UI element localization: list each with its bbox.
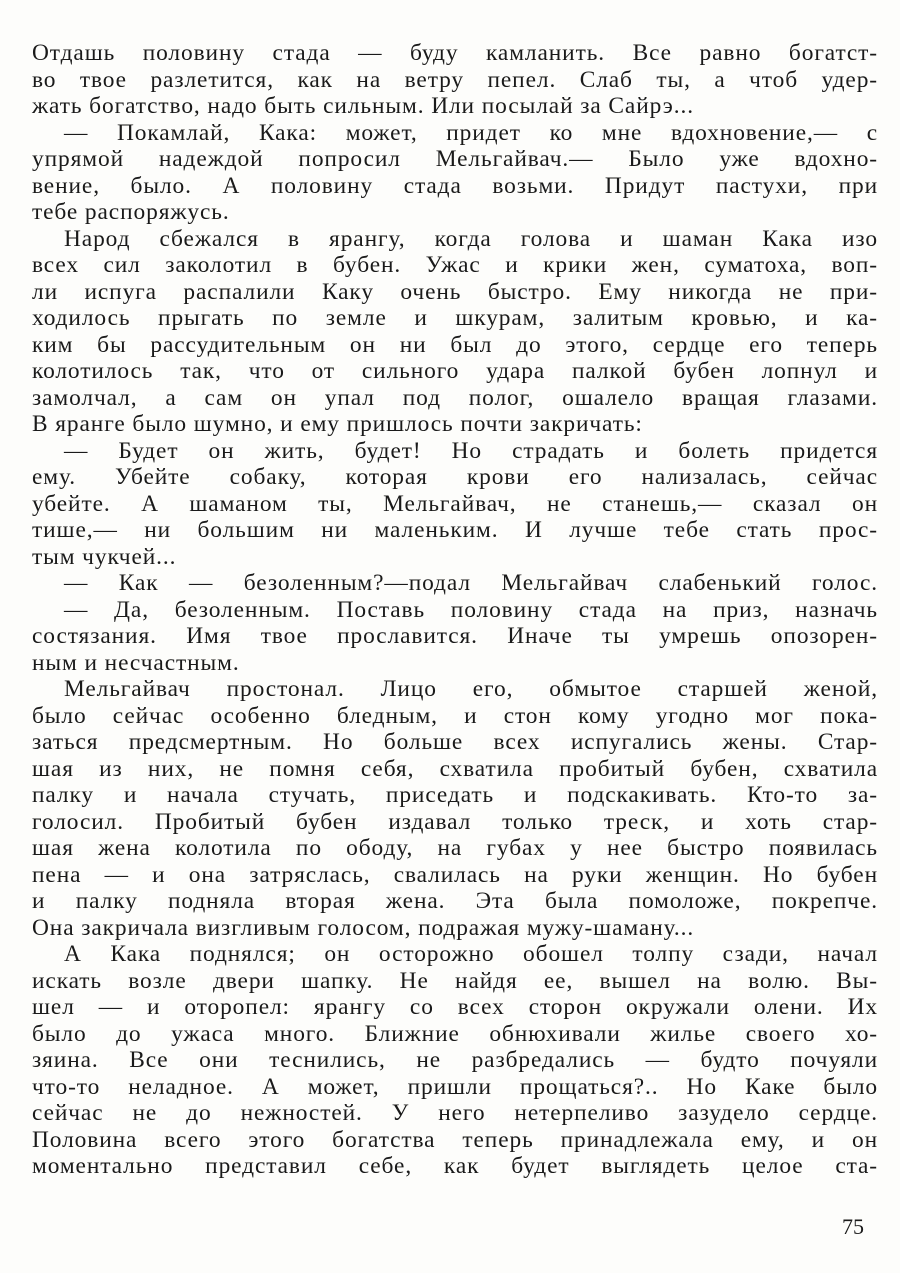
text-line: всех сил заколотил в бубен. Ужас и крики жен, суматоха, воп- [32,252,878,278]
text-line: тебе распоряжусь. [32,199,230,225]
text-line: шел — и оторопел: ярангу со всех сторон окружали олени. Их [32,994,878,1020]
text-line: А Кака поднялся; он осторожно обошел толпу сзади, начал [64,941,878,967]
text-line: В яранге было шумно, и ему пришлось почти закричать: [32,411,643,437]
text-line: было сейчас особенно бледным, и стон кому угодно мог пока- [32,702,878,729]
text-line: Она закричала визгливым голосом, подражая мужу-шаману... [32,914,695,941]
text-line: жать богатство, надо быть сильным. Или посылай за Сайрэ... [32,93,694,119]
text-line: ходилось прыгать по земле и шкурам, залитым кровью, и ка- [32,305,878,331]
text-line: ким бы рассудительным он ни был до этого, сердце его теперь [32,331,878,358]
text-line: — Да, безоленным. Поставь половину стада на приз, назначь [64,596,878,623]
text-line: Половина всего этого богатства теперь принадлежала ему, и он [32,1126,878,1153]
text-line: состязания. Имя твое прославится. Иначе ты умрешь опозорен- [32,623,878,649]
text-line: — Покамлай, Кака: может, придет ко мне вдохновение,— с [64,119,878,146]
page-text [32,40,878,1180]
text-line: было до ужаса много. Ближние обнюхивали жилье своего хо- [32,1020,878,1047]
text-line: колотилось так, что от сильного удара палкой бубен лопнул и [32,358,878,384]
text-line: — Будет он жить, будет! Но страдать и болеть придется [64,437,878,464]
text-line: Народ сбежался в ярангу, когда голова и шаман Кака изо [64,225,878,252]
text-line: сейчас не до нежностей. У него нетерпеливо зазудело сердце. [32,1100,878,1126]
text-line: во твое разлетится, как на ветру пепел. Слаб ты, а чтоб удер- [32,66,878,93]
text-line: ным и несчастным. [32,649,240,676]
text-line: тым чукчей... [32,543,177,570]
text-line: убейте. А шаманом ты, Мельгайвач, не станешь,— сказал он [32,490,878,517]
text-line: моментально представил себе, как будет выглядеть целое ста- [32,1153,878,1179]
text-line: — Как — безоленным?—подал Мельгайвач слабенький голос. [64,570,878,596]
text-line: ли испуга распалили Каку очень быстро. Ему никогда не при- [32,278,878,305]
text-line: замолчал, а сам он упал под полог, ошалело вращая глазами. [32,384,878,411]
page-number: 75 [842,1214,864,1239]
text-line: искать возле двери шапку. Не найдя ее, вышел на волю. Вы- [32,967,878,994]
text-line: и палку подняла вторая жена. Эта была помоложе, покрепче. [32,888,878,914]
text-line: тише,— ни большим ни маленьким. И лучше тебе стать прос- [32,517,878,543]
text-line: что-то неладное. А может, пришли прощаться?.. Но Каке было [32,1073,878,1100]
text-line: шая жена колотила по ободу, на губах у нее быстро появилась [32,835,878,861]
text-line: заться предсмертным. Но больше всех испугались жены. Стар- [32,729,878,755]
text-line: голосил. Пробитый бубен издавал только треск, и хоть стар- [32,808,878,835]
text-line: пена — и она затряслась, свалилась на руки женщин. Но бубен [32,861,878,888]
text-line: Отдашь половину стада — буду камланить. Все равно богатст- [32,40,878,66]
text-line: зяина. Все они теснились, не разбредались — будто почуяли [32,1047,878,1073]
text-line: вение, было. А половину стада возьми. Придут пастухи, при [32,172,878,199]
text-line: упрямой надеждой попросил Мельгайвач.— Было уже вдохно- [32,146,878,172]
text-line: ему. Убейте собаку, которая крови его нализалась, сейчас [32,464,878,490]
text-line: шая из них, не помня себя, схватила пробитый бубен, схватила [32,755,878,782]
text-line: палку и начала стучать, приседать и подскакивать. Кто-то за- [32,782,878,808]
text-line: Мельгайвач простонал. Лицо его, обмытое старшей женой, [64,676,878,702]
